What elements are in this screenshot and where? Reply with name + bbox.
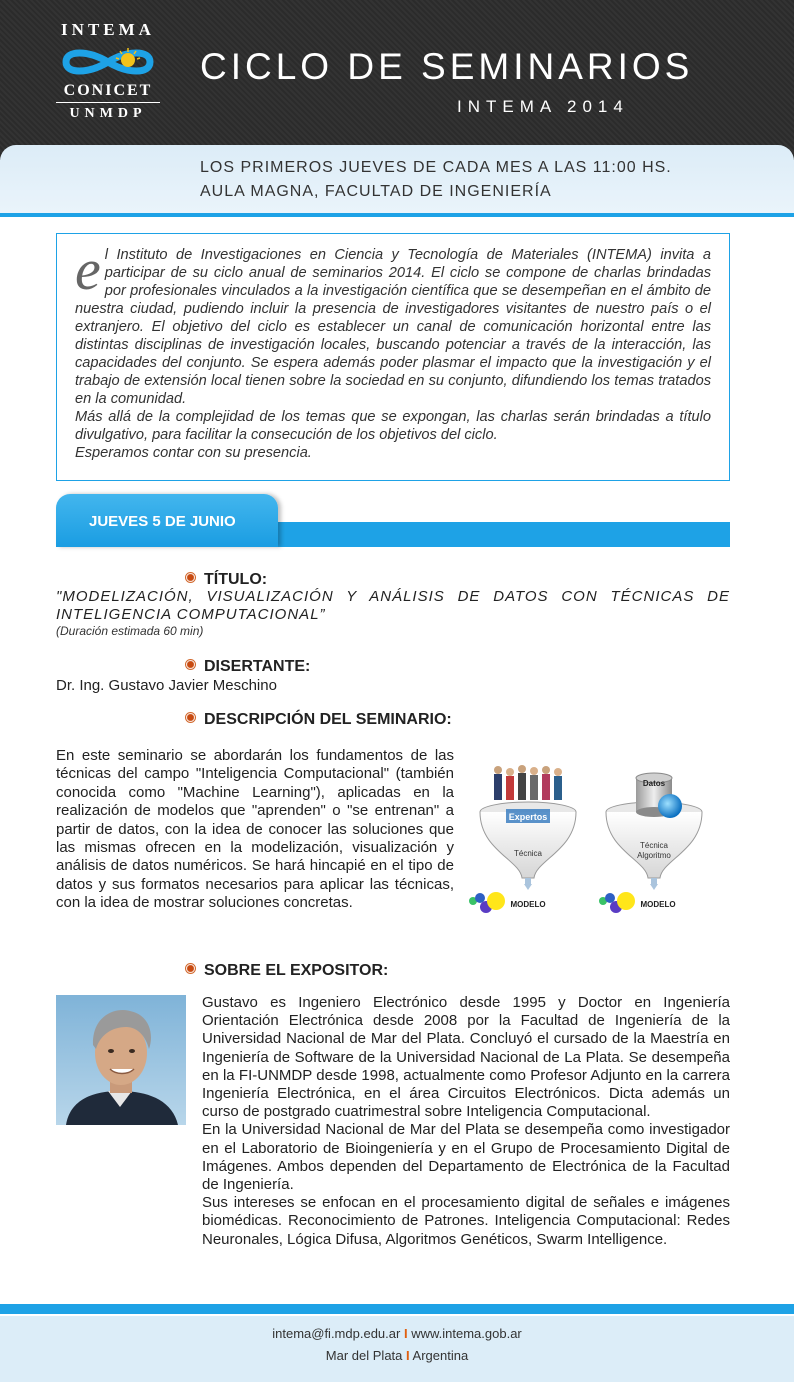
intro-box [56,233,730,481]
location-line: AULA MAGNA, FACULTAD DE INGENIERÍA [200,183,552,200]
logo-unmdp-text: UNMDP [69,106,147,121]
data-funnel [606,773,702,890]
intro-paragraph: Esperamos contar con su presencia. [75,445,312,461]
bullet-icon [185,572,196,583]
intema-conicet-unmdp-logo [56,20,160,122]
speaker-photo [56,995,186,1125]
footer-accent-bar [0,1304,794,1314]
left-model-label: MODELO [510,900,546,909]
page-subtitle: INTEMA 2014 [457,97,629,116]
footer-contact-line [0,1326,794,1341]
intro-paragraph: l Instituto de Investigaciones en Ciencia y Tecnología de Materiales (INTEMA) invita a participar de su ciclo anual de seminarios 2014. El ciclo se compone de charlas brindadas por profesionales vinculados a la investigación científica que se desempeñan en el ámbito de nuestra ciudad, pudiendo incluir la presencia de investigadores visitantes de nuestro país o el extranjero. El objetivo del ciclo es establecer un canal de comunicación horizontal entre las distintas disciplinas de investigación locales, buscando potenciar a través de la interacción, las capacidades del conjunto. Se espera además poder plasmar el impacto que la investigación y el trabajo de extensión local tienen sobre la sociedad en su conjunto, difundiendo los temas tratados en la comunidad. [75,247,711,407]
speaker-heading-label: DISERTANTE: [204,658,311,675]
seminar-description: En este seminario se abordarán los fundamentos de las técnicas del campo "Inteligencia Computacional" (también conocida como "Machine Learning"), aplicadas en la realización de modelos que "aprenden" o "se entrenan" a partir de datos, con la idea de conocer las soluciones que las mismas ofrecen en la modelización, visualización y análisis de datos numéricos. Se hará hincapié en el tipo de datos y sus formatos necesarios para aplicar las técnicas, con la idea de mostrar soluciones concretas. [56,747,454,912]
bio-paragraph: Sus intereses se enfocan en el procesamiento digital de señales e imágenes biomédicas. Reconocimiento de Patrones. Inteligencia Computacional: Redes Neuronales, Lógica Difusa, Algoritmos Genéticos, Swarm Intelligence. [202,1194,730,1248]
right-model-dots-icon [599,892,635,913]
date-tab: JUEVES 5 DE JUNIO [56,494,278,547]
bullet-icon [185,712,196,723]
about-heading [185,962,388,980]
about-heading-label: SOBRE EL EXPOSITOR: [204,962,389,979]
title-heading [185,571,267,589]
footer-separator: I [406,1348,410,1363]
experts-people-icon [494,765,562,800]
website-link[interactable]: www.intema.gob.ar [411,1326,522,1341]
footer-location-line [0,1348,794,1363]
globe-icon [658,794,682,818]
speaker-bio [202,994,730,1249]
right-model-label: MODELO [640,900,676,909]
bio-paragraph: Gustavo es Ingeniero Electrónico desde 1995 y Doctor en Ingeniería Orientación Electrónica desde 2008 por la Facultad de Ingeniería de la Universidad Nacional de Mar del Plata. Concluyó el cursado de la Maestría en Ingeniería de Software de la Universidad Nacional de La Plata. Se desempeña en la FI-UNMDP desde 1998, actualmente como Profesor Adjunto en la carrera Ingeniería Electrónica, en el área Circuitos Electrónicos. Dicta además un curso de postgrado cuatrimestral sobre Inteligencia Computacional. [202,994,730,1121]
model-diagram [466,760,726,920]
intro-dropcap: e [75,237,101,302]
logo-conicet-text: CONICET [56,82,160,103]
speaker-heading [185,658,310,676]
bio-paragraph: En la Universidad Nacional de Mar del Plata se desempeña como investigador en el Laboratorio de Bioingeniería y en el Grupo de Procesamiento Digital de Imágenes. Ambos dependen del Departamento de Electrónica de la Facultad de Ingeniería. [202,1121,730,1194]
footer-city: Mar del Plata [325,1348,403,1363]
left-model-dots-icon [469,892,505,913]
description-heading [185,711,452,729]
bullet-icon [185,963,196,974]
contact-email-link[interactable]: intema@fi.mdp.edu.ar [272,1326,401,1341]
speaker-name: Dr. Ing. Gustavo Javier Meschino [56,677,277,694]
header [0,0,794,160]
footer-country: Argentina [412,1348,469,1363]
intro-paragraph: Más allá de la complejidad de los temas que se expongan, las charlas serán brindadas a título divulgativo, para facilitar la consecución de los objetivos del ciclo. [75,409,711,443]
title-heading-label: TÍTULO: [204,571,268,588]
bullet-icon [185,659,196,670]
right-funnel-label-1: Técnica [639,841,669,850]
experts-funnel [480,765,576,890]
description-heading-label: DESCRIPCIÓN DEL SEMINARIO: [204,711,452,728]
experts-label: Expertos [508,812,548,822]
footer [0,1316,794,1382]
schedule-band [0,145,794,217]
infinity-sun-icon [58,44,158,80]
page-title: CICLO DE SEMINARIOS [200,46,694,87]
seminar-title: "MODELIZACIÓN, VISUALIZACIÓN Y ANÁLISIS DE DATOS CON TÉCNICAS DE INTELIGENCIA COMPUTACIONAL” [56,588,730,623]
logo-intema-text: INTEMA [61,20,155,39]
schedule-line: LOS PRIMEROS JUEVES DE CADA MES A LAS 11:00 HS. [200,159,672,176]
right-funnel-label-2: Algoritmo [637,851,671,860]
left-funnel-label: Técnica [513,849,543,858]
seminar-duration: (Duración estimada 60 min) [56,624,204,638]
data-label: Datos [642,779,666,788]
footer-separator: I [403,1326,408,1341]
